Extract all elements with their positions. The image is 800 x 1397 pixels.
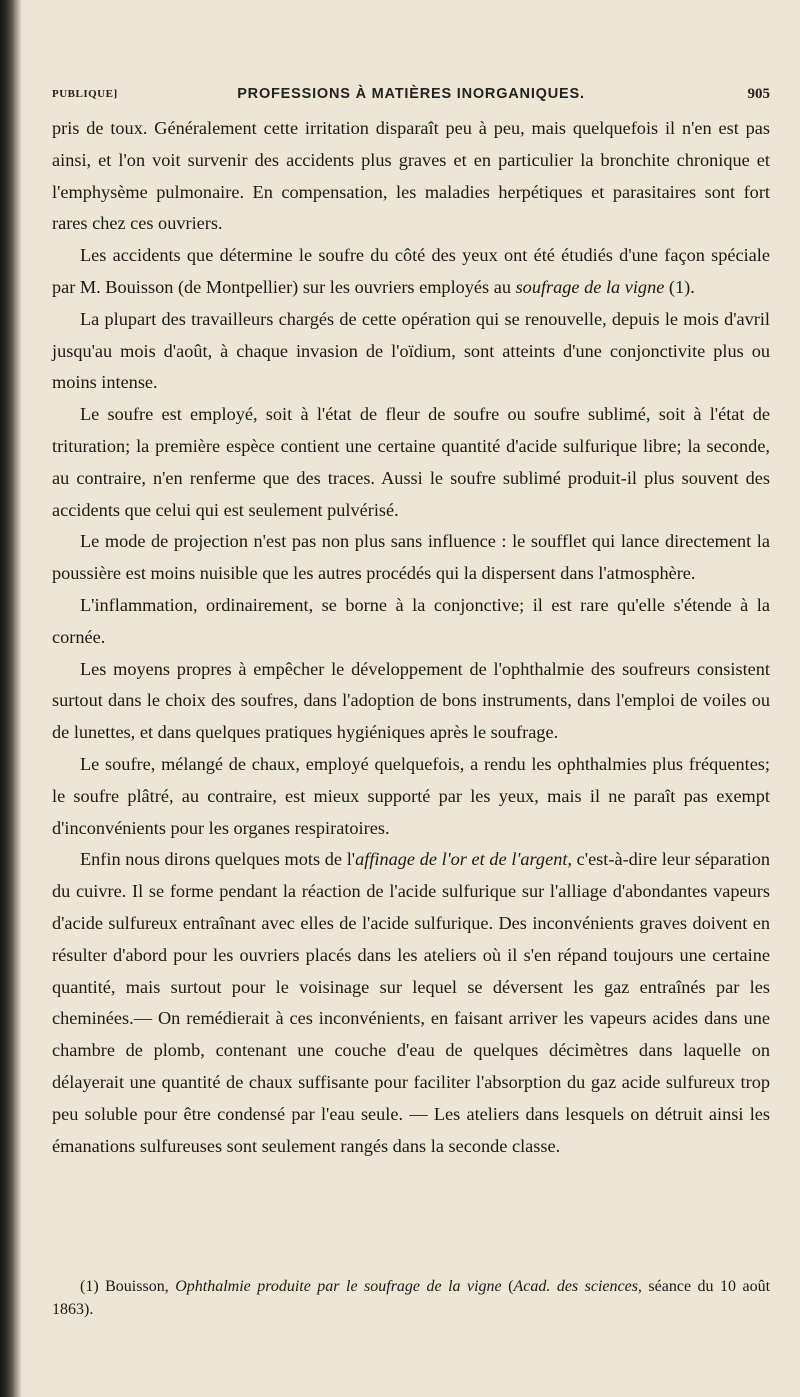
paragraph: Le soufre, mélangé de chaux, employé quelquefois, a rendu les ophthalmies plus fréquentes; le soufre plâtré, au contraire, est mieux supporté par les yeux, mais il ne paraît pas exempt d'inconvénients pour les organes respiratoires. — [52, 753, 770, 838]
running-header — [52, 86, 770, 110]
paragraph: La plupart des travailleurs chargés de cette opération qui se renouvelle, depuis le mois d'avril jusqu'au mois d'août, à chaque invasion de l'oïdium, sont atteints d'une conjonctivite plus ou moins intense. — [52, 308, 770, 393]
book-binding-edge — [0, 0, 22, 1397]
body-text — [52, 113, 770, 1162]
paragraph: L'inflammation, ordinairement, se borne à la conjonctive; il est rare qu'elle s'étende à la cornée. — [52, 594, 770, 647]
footnote — [52, 1275, 770, 1321]
paragraph: Le mode de projection n'est pas non plus sans influence : le soufflet qui lance directement la poussière est moins nuisible que les autres procédés qui la dispersent dans l'atmosphère. — [52, 531, 770, 584]
paragraph: Enfin nous dirons quelques mots de l'affinage de l'or et de l'argent, c'est-à-dire leur séparation du cuivre. Il se forme pendant la réaction de l'acide sulfurique sur l'alliage d'abondantes vapeurs d'acide sulfureux entraînant avec elles de l'acide sulfurique. Des inconvénients graves doivent en résulter d'abord pour les ouvriers placés dans les ateliers où il s'en répand toujours une certaine quantité, mais surtout pour le voisinage sur lequel se déversent les gaz entraînés par les cheminées.— On remédierait à ces inconvénients, en faisant arriver les vapeurs acides dans une chambre de plomb, contenant une couche d'eau de quelques décimètres dans laquelle on délayerait une quantité de chaux suffisante pour faciliter l'absorption du gaz acide sulfureux trop peu soluble pour être condensé par l'eau seule. — Les ateliers dans lesquels on détruit ainsi les émanations sulfureuses sont seulement rangés dans la seconde classe. — [52, 849, 770, 1156]
header-title: PROFESSIONS À MATIÈRES INORGANIQUES. — [237, 86, 585, 102]
paragraph: Les accidents que détermine le soufre du côté des yeux ont été étudiés d'une façon spéciale par M. Bouisson (de Montpellier) sur les ouvriers employés au soufrage de la vigne (1). — [52, 245, 770, 297]
book-page — [52, 0, 770, 1397]
header-left: PUBLIQUE] — [52, 88, 118, 100]
paragraph: Le soufre est employé, soit à l'état de fleur de soufre ou soufre sublimé, soit à l'état de trituration; la première espèce contient une certaine quantité d'acide sulfurique libre; la seconde, au contraire, n'en renferme que des traces. Aussi le soufre sublimé produit-il plus souvent des accidents que celui qui est seulement pulvérisé. — [52, 404, 770, 520]
paragraph: pris de toux. Généralement cette irritation disparaît peu à peu, mais quelquefois il n'en est pas ainsi, et l'on voit survenir des accidents plus graves et en particulier la bronchite chronique et l'emphysème pulmonaire. En compensation, les maladies herpétiques et parasitaires sont fort rares chez ces ouvriers. — [52, 118, 770, 234]
page-number: 905 — [747, 86, 770, 102]
paragraph: Les moyens propres à empêcher le développement de l'ophthalmie des soufreurs consistent surtout dans le choix des soufres, dans l'adoption de bons instruments, dans l'emploi de voiles ou de lunettes, et dans quelques pratiques hygiéniques après le soufrage. — [52, 658, 770, 743]
footnote-text: (1) Bouisson, Ophthalmie produite par le soufrage de la vigne (Acad. des sciences, séance du 10 août 1863). — [52, 1278, 771, 1318]
